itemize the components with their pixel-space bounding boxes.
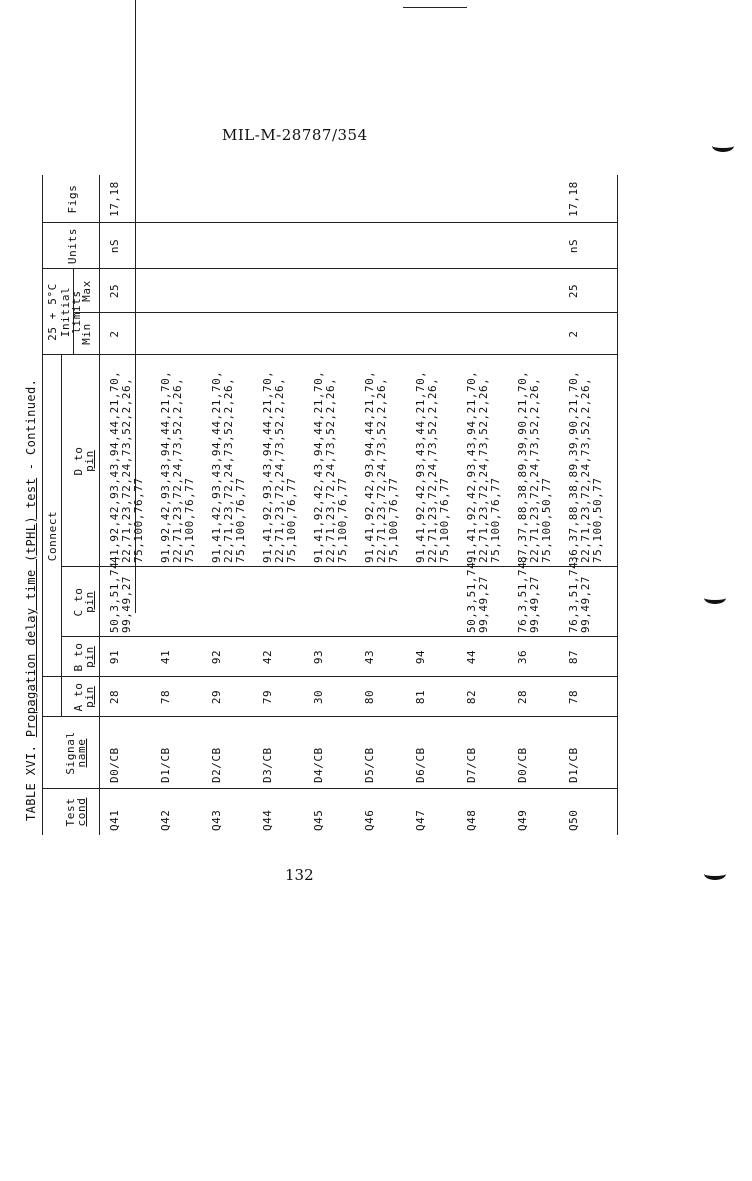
cell-b: 93: [312, 649, 325, 665]
cell-b: 36: [516, 649, 529, 665]
figs-span-line: [135, 0, 136, 199]
binder-mark: [704, 592, 726, 604]
cell-a: 29: [210, 689, 223, 705]
cell-d: 91,41,92,42,93,94,44,21,70, 22,71,23,72,24,73,52,2,26, 75,100,76,77: [363, 370, 400, 563]
cell-max: 25: [567, 283, 580, 299]
cell-b: 41: [159, 649, 172, 665]
binder-mark: [712, 140, 734, 152]
cell-units: nS: [567, 238, 580, 254]
cell-a: 79: [261, 689, 274, 705]
cell-test: Q47: [414, 809, 427, 831]
cell-test: Q49: [516, 809, 529, 831]
cell-test: Q44: [261, 809, 274, 831]
cell-signal: D1/CB: [159, 747, 172, 783]
cell-signal: D2/CB: [210, 747, 223, 783]
cell-d: 36,37,88,38,89,39,90,21,70, 22,71,23,72,24,73,52,2,26, 75,100,50,77: [567, 370, 604, 563]
table-row: [207, 175, 261, 835]
table-row: [564, 175, 618, 835]
cell-b: 94: [414, 649, 427, 665]
cell-d: 91,41,42,93,43,94,44,21,70, 22,71,23,72,24,73,52,2,26, 75,100,76,77: [210, 370, 247, 563]
cell-b: 91: [108, 649, 121, 665]
cell-c: 76,3,51,74, 99,49,27: [516, 554, 541, 633]
header-b-to-pin: B to pin: [72, 642, 96, 672]
cell-figs: 17,18: [108, 181, 121, 217]
cell-c: 50,3,51,74, 99,49,27: [108, 554, 133, 633]
header-test-cond: Test cond: [64, 797, 88, 827]
rotated-table-block: [22, 175, 620, 835]
cell-d: 91,41,92,42,93,43,44,21,70, 22,71,23,72,24,73,52,2,26, 75,100,76,77: [414, 370, 451, 563]
cell-d: 91,41,92,93,43,94,44,21,70, 22,71,23,72,24,73,52,2,26, 75,100,76,77: [261, 370, 298, 563]
cell-b: 43: [363, 649, 376, 665]
header-a-to-pin: A to pin: [72, 682, 96, 712]
cell-max: 25: [108, 283, 121, 299]
table-row: [309, 175, 363, 835]
cell-signal: D0/CB: [516, 747, 529, 783]
cell-d: 91,41,92,42,43,94,44,21,70, 22,71,23,72,24,73,52,2,26, 75,100,76,77: [312, 370, 349, 563]
table-row: [462, 175, 516, 835]
header-d-to-pin: D to pin: [72, 446, 96, 476]
cell-test: Q42: [159, 809, 172, 831]
table-row: [513, 175, 567, 835]
header-min: Min: [80, 323, 93, 345]
cell-a: 80: [363, 689, 376, 705]
header-temperature: 25 + 5°C: [46, 283, 59, 341]
cell-a: 82: [465, 689, 478, 705]
binder-mark: [704, 868, 726, 880]
header-initial-limits: Initial limits: [59, 286, 83, 338]
caption-prefix: TABLE XVI.: [24, 744, 38, 821]
cell-test: Q45: [312, 809, 325, 831]
header-units: Units: [66, 227, 79, 265]
cell-d: 41,92,42,93,43,94,44,21,70, 22,71,23,72,24,73,52,2,26, 75,100,76,77: [108, 370, 145, 563]
cell-b: 87: [567, 649, 580, 665]
header-signal-name: Signal name: [64, 731, 88, 775]
cell-signal: D4/CB: [312, 747, 325, 783]
cell-signal: D5/CB: [363, 747, 376, 783]
cell-d: 91,41,92,42,93,43,94,21,70, 22,71,23,72,24,73,52,2,26, 75,100,76,77: [465, 370, 502, 563]
table-row: [258, 175, 312, 835]
document-id: MIL-M-28787/354: [222, 126, 368, 144]
cell-test: Q46: [363, 809, 376, 831]
cell-a: 78: [567, 689, 580, 705]
cell-b: 44: [465, 649, 478, 665]
caption-suffix: - Continued.: [24, 378, 38, 471]
cell-signal: D7/CB: [465, 747, 478, 783]
cell-b: 92: [210, 649, 223, 665]
cell-signal: D3/CB: [261, 747, 274, 783]
cell-c: 50,3,51,74, 99,49,27: [465, 554, 490, 633]
cell-d: 87,37,88,38,89,39,90,21,70, 22,71,23,72,24,73,52,2,26, 75,100,50,77: [516, 370, 553, 563]
cell-a: 28: [108, 689, 121, 705]
header-max: Max: [80, 280, 93, 302]
table-row: [411, 175, 465, 835]
cell-a: 81: [414, 689, 427, 705]
cell-units: nS: [108, 238, 121, 254]
cell-signal: D0/CB: [108, 747, 121, 783]
cell-a: 78: [159, 689, 172, 705]
header-c-to-pin: C to pin: [72, 587, 96, 617]
header-connect: Connect: [46, 510, 59, 562]
table-caption: [22, 379, 40, 821]
header-figs: Figs: [66, 184, 79, 214]
cell-a: 28: [516, 689, 529, 705]
table-row: [105, 175, 159, 835]
cell-min: 2: [108, 330, 121, 338]
cell-b: 42: [261, 649, 274, 665]
cell-a: 30: [312, 689, 325, 705]
cell-d: 91,92,42,93,43,94,44,21,70, 22,71,23,72,24,73,52,2,26, 75,100,76,77: [159, 370, 196, 563]
cell-signal: D6/CB: [414, 747, 427, 783]
top-rule: [403, 7, 467, 8]
cell-test: Q41: [108, 809, 121, 831]
propagation-delay-table: [42, 175, 618, 835]
cell-c: 76,3,51,74, 99,49,27: [567, 554, 592, 633]
table-row: [360, 175, 414, 835]
cell-signal: D1/CB: [567, 747, 580, 783]
page-number: 132: [285, 866, 314, 884]
cell-test: Q50: [567, 809, 580, 831]
cell-test: Q43: [210, 809, 223, 831]
caption-title: Propagation delay time (tPHL) test: [24, 477, 38, 738]
table-row: [156, 175, 210, 835]
cell-test: Q48: [465, 809, 478, 831]
cell-min: 2: [567, 330, 580, 338]
cell-figs: 17,18: [567, 181, 580, 217]
